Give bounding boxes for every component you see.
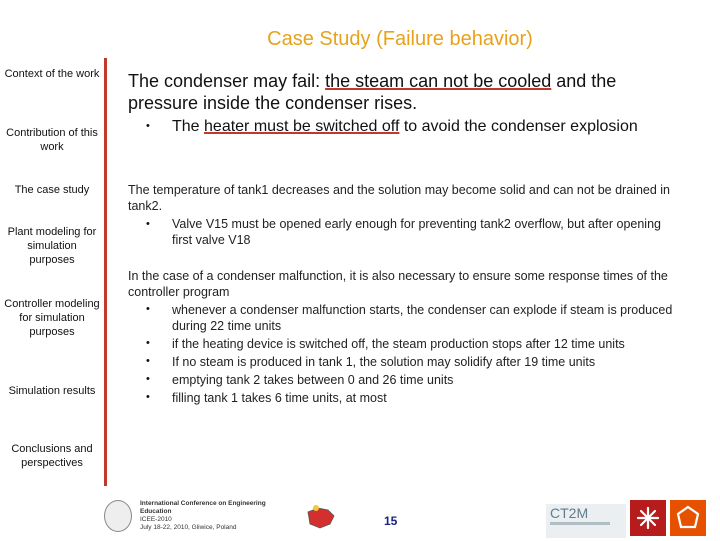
- p1-end: and the pressure inside the condenser rises.: [128, 71, 617, 113]
- bullet-response-time: whenever a condenser malfunction starts, the condenser can explode if steam is produced during 22 time units: [172, 303, 673, 333]
- conference-dates: July 18-22, 2010, Gliwice, Poland: [140, 524, 237, 531]
- sidebar-item-plant-modeling[interactable]: Plant modeling for simulation purposes: [7, 226, 97, 266]
- bullet-marker: •: [146, 355, 150, 367]
- conference-code: ICEE-2010: [140, 516, 172, 523]
- bullet-response-time: filling tank 1 takes 6 time units, at most: [172, 391, 387, 405]
- bullet-response-time: if the heating device is switched off, the steam production stops after 12 time units: [172, 337, 625, 351]
- sidebar-divider: [104, 58, 107, 486]
- bullet-marker: •: [146, 218, 150, 230]
- sidebar-nav: [0, 0, 104, 540]
- b1-start: The: [172, 118, 205, 135]
- bullet-marker: •: [146, 120, 150, 132]
- bullet-marker: •: [146, 373, 150, 385]
- p1-start: The condenser may fail:: [128, 71, 326, 91]
- bullet-marker: •: [146, 391, 150, 403]
- paragraph-malfunction: In the case of a condenser malfunction, it is also necessary to ensure some response times of the controller program: [128, 269, 668, 299]
- footer: [104, 496, 720, 540]
- engineering-school-logo-icon: [670, 500, 706, 536]
- page-number: 15: [384, 514, 398, 528]
- bullet-marker: •: [146, 303, 150, 315]
- bullet-heater: [172, 117, 672, 137]
- sidebar-item-context[interactable]: Context of the work: [4, 68, 100, 80]
- bullet-response-time: If no steam is produced in tank 1, the solution may solidify after 19 time units: [172, 355, 596, 369]
- paragraph-temperature: The temperature of tank1 decreases and the solution may become solid and can not be drained in tank2.: [128, 183, 671, 213]
- sidebar-item-simulation-results[interactable]: Simulation results: [8, 385, 96, 397]
- b1-underlined: heater must be switched off: [204, 118, 400, 135]
- paragraph-condenser-failure: [128, 70, 684, 114]
- bullet-valve: Valve V15 must be opened early enough for preventing tank2 overflow, but after opening first valve V18: [172, 217, 661, 247]
- sidebar-item-case-study[interactable]: The case study: [14, 184, 90, 196]
- b1-end: to avoid the condenser explosion: [399, 118, 638, 135]
- conference-info: [140, 500, 290, 532]
- bullet-response-time: emptying tank 2 takes between 0 and 26 time units: [172, 373, 454, 387]
- bullet-marker: •: [146, 337, 150, 349]
- sidebar-item-controller-modeling[interactable]: Controller modeling for simulation purposes: [4, 298, 100, 338]
- conference-name: International Conference on Engineering Education: [140, 500, 266, 515]
- page-title: Case Study (Failure behavior): [267, 28, 533, 50]
- university-seal-icon: [104, 500, 132, 532]
- ct2m-logo: [546, 504, 626, 538]
- university-logo-icon: [630, 500, 666, 536]
- ct2m-logo-text: CT2M: [550, 505, 589, 521]
- icee-logo-icon: [304, 502, 338, 532]
- sidebar-item-conclusions[interactable]: Conclusions and perspectives: [11, 443, 93, 469]
- sidebar-item-contribution[interactable]: Contribution of this work: [6, 127, 98, 153]
- p1-underlined: the steam can not be cooled: [325, 71, 552, 91]
